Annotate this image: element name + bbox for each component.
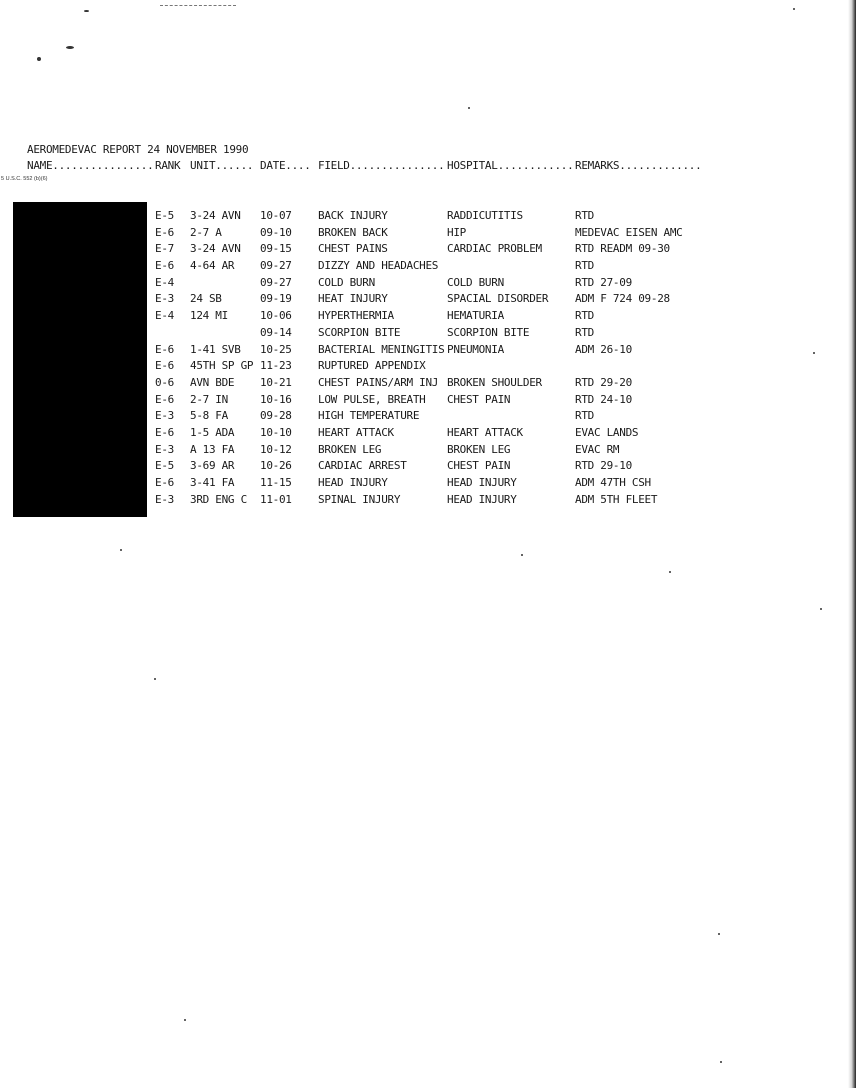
- scan-edge-shadow: [848, 0, 856, 1088]
- cell-remarks: RTD: [575, 309, 594, 323]
- cell-date: 09-27: [260, 259, 292, 273]
- table-row: [0, 225, 856, 242]
- cell-field: BROKEN BACK: [318, 225, 388, 239]
- cell-date: 11-23: [260, 359, 292, 373]
- cell-field: HEAT INJURY: [318, 292, 388, 306]
- cell-hospital: CARDIAC PROBLEM: [447, 242, 542, 256]
- header-rank: RANK: [155, 159, 181, 172]
- cell-unit: 5-8 FA: [190, 409, 228, 423]
- cell-field: BACK INJURY: [318, 209, 388, 222]
- cell-hospital: SPACIAL DISORDER: [447, 292, 549, 306]
- cell-hospital: CHEST PAIN: [447, 459, 511, 473]
- foia-exemption-note: 5 U.S.C. 552 (b)(6): [1, 176, 48, 182]
- cell-rank: E-6: [155, 225, 174, 239]
- cell-unit: 3-41 FA: [190, 476, 235, 489]
- table-row: [0, 342, 856, 359]
- cell-remarks: RTD: [575, 409, 594, 423]
- table-row: [0, 392, 856, 409]
- table-row: [0, 358, 856, 375]
- cell-field: HEART ATTACK: [318, 425, 394, 439]
- cell-unit: A 13 FA: [190, 442, 235, 456]
- table-row: [0, 275, 856, 292]
- cell-remarks: RTD 29-20: [575, 375, 632, 389]
- table-row: [0, 208, 856, 225]
- cell-hospital: HIP: [447, 225, 466, 239]
- header-date: DATE....: [260, 159, 311, 172]
- table-row: [0, 258, 856, 275]
- cell-remarks: RTD: [575, 259, 594, 273]
- cell-date: 10-10: [260, 425, 292, 439]
- scan-speck: [66, 46, 74, 49]
- cell-rank: E-6: [155, 359, 174, 373]
- cell-unit: 2-7 A: [190, 225, 222, 239]
- cell-unit: 2-7 IN: [190, 392, 228, 406]
- scan-speck: [669, 571, 671, 573]
- cell-field: LOW PULSE, BREATH: [318, 392, 426, 406]
- cell-unit: 24 SB: [190, 292, 222, 306]
- cell-hospital: COLD BURN: [447, 275, 504, 289]
- cell-unit: 3RD ENG C: [190, 492, 247, 506]
- cell-date: 09-10: [260, 225, 292, 239]
- table-row: [0, 375, 856, 392]
- cell-hospital: RADDICUTITIS: [447, 209, 523, 222]
- scan-speck: [793, 8, 795, 10]
- cell-rank: E-6: [155, 259, 174, 273]
- cell-field: BROKEN LEG: [318, 442, 382, 456]
- cell-hospital: CHEST PAIN: [447, 392, 511, 406]
- header-field: FIELD...............: [318, 159, 445, 172]
- scan-speck: [718, 933, 720, 935]
- table-row: [0, 425, 856, 442]
- cell-field: BACTERIAL MENINGITIS: [318, 342, 445, 356]
- cell-hospital: HEART ATTACK: [447, 425, 523, 439]
- scan-speck: [468, 107, 470, 109]
- cell-remarks: ADM 47TH CSH: [575, 476, 651, 489]
- cell-unit: 45TH SP GP: [190, 359, 254, 373]
- cell-field: DIZZY AND HEADACHES: [318, 259, 439, 273]
- cell-hospital: HEMATURIA: [447, 309, 504, 323]
- cell-unit: 124 MI: [190, 309, 228, 323]
- header-hospital: HOSPITAL............: [447, 159, 574, 172]
- cell-unit: AVN BDE: [190, 375, 235, 389]
- table-row: [0, 492, 856, 509]
- header-remarks: REMARKS.............: [575, 159, 702, 172]
- cell-field: CHEST PAINS: [318, 242, 388, 256]
- cell-remarks: MEDEVAC EISEN AMC: [575, 225, 683, 239]
- cell-field: SPINAL INJURY: [318, 492, 401, 506]
- table-row: [0, 475, 856, 492]
- cell-rank: 0-6: [155, 375, 174, 389]
- table-row: [0, 241, 856, 258]
- scan-speck: [84, 10, 89, 12]
- cell-field: HEAD INJURY: [318, 476, 388, 489]
- cell-unit: 3-24 AVN: [190, 242, 241, 256]
- cell-rank: E-7: [155, 242, 174, 256]
- cell-unit: 1-41 SVB: [190, 342, 241, 356]
- cell-remarks: RTD: [575, 325, 594, 339]
- cell-rank: E-6: [155, 425, 174, 439]
- cell-hospital: HEAD INJURY: [447, 492, 517, 506]
- cell-hospital: BROKEN LEG: [447, 442, 511, 456]
- cell-rank: E-6: [155, 342, 174, 356]
- scan-speck: [154, 678, 156, 680]
- cell-rank: E-3: [155, 492, 174, 506]
- cell-field: CARDIAC ARREST: [318, 459, 407, 473]
- cell-date: 10-26: [260, 459, 292, 473]
- cell-remarks: RTD 27-09: [575, 275, 632, 289]
- cell-unit: 4-64 AR: [190, 259, 235, 273]
- cell-remarks: RTD: [575, 209, 594, 222]
- cell-date: 09-27: [260, 275, 292, 289]
- cell-remarks: ADM F 724 09-28: [575, 292, 670, 306]
- cell-rank: E-3: [155, 409, 174, 423]
- cell-unit: 3-69 AR: [190, 459, 235, 473]
- table-row: [0, 325, 856, 342]
- cell-field: COLD BURN: [318, 275, 375, 289]
- cell-remarks: RTD 24-10: [575, 392, 632, 406]
- cell-remarks: EVAC LANDS: [575, 425, 639, 439]
- header-name: NAME................: [27, 159, 154, 172]
- cell-rank: E-3: [155, 442, 174, 456]
- cell-rank: E-5: [155, 459, 174, 473]
- cell-field: CHEST PAINS/ARM INJ: [318, 375, 439, 389]
- scan-speck: [120, 549, 122, 551]
- medevac-table: [0, 208, 856, 508]
- table-row: [0, 442, 856, 459]
- cell-date: 09-28: [260, 409, 292, 423]
- cell-date: 11-15: [260, 476, 292, 489]
- cell-date: 10-21: [260, 375, 292, 389]
- header-unit: UNIT......: [190, 159, 254, 172]
- cell-rank: E-6: [155, 476, 174, 489]
- cell-rank: E-4: [155, 309, 174, 323]
- scan-speck: [184, 1019, 186, 1021]
- cell-rank: E-5: [155, 209, 174, 222]
- cell-remarks: ADM 5TH FLEET: [575, 492, 658, 506]
- cell-field: HIGH TEMPERATURE: [318, 409, 420, 423]
- cell-remarks: RTD 29-10: [575, 459, 632, 473]
- cell-date: 10-25: [260, 342, 292, 356]
- table-row: [0, 291, 856, 308]
- scan-speck: [820, 608, 822, 610]
- table-row: [0, 308, 856, 325]
- cell-field: HYPERTHERMIA: [318, 309, 394, 323]
- cell-remarks: RTD READM 09-30: [575, 242, 670, 256]
- scan-speck: [720, 1061, 722, 1063]
- table-row: [0, 408, 856, 425]
- cell-unit: 3-24 AVN: [190, 209, 241, 222]
- cell-hospital: HEAD INJURY: [447, 476, 517, 489]
- cell-date: 11-01: [260, 492, 292, 506]
- cell-rank: E-3: [155, 292, 174, 306]
- cell-field: RUPTURED APPENDIX: [318, 359, 426, 373]
- cell-hospital: BROKEN SHOULDER: [447, 375, 542, 389]
- cell-date: 10-06: [260, 309, 292, 323]
- report-title: AEROMEDEVAC REPORT 24 NOVEMBER 1990: [27, 143, 249, 156]
- scan-speck: [521, 554, 523, 556]
- cell-date: 09-19: [260, 292, 292, 306]
- scan-speck: [37, 57, 41, 61]
- scan-artifact-line: [160, 5, 236, 6]
- cell-date: 10-16: [260, 392, 292, 406]
- cell-date: 09-15: [260, 242, 292, 256]
- cell-date: 10-12: [260, 442, 292, 456]
- cell-hospital: PNEUMONIA: [447, 342, 504, 356]
- cell-rank: E-6: [155, 392, 174, 406]
- cell-date: 09-14: [260, 325, 292, 339]
- cell-remarks: ADM 26-10: [575, 342, 632, 356]
- cell-field: SCORPION BITE: [318, 325, 401, 339]
- table-row: [0, 458, 856, 475]
- cell-rank: E-4: [155, 275, 174, 289]
- cell-hospital: SCORPION BITE: [447, 325, 530, 339]
- cell-remarks: EVAC RM: [575, 442, 620, 456]
- cell-unit: 1-5 ADA: [190, 425, 235, 439]
- cell-date: 10-07: [260, 209, 292, 222]
